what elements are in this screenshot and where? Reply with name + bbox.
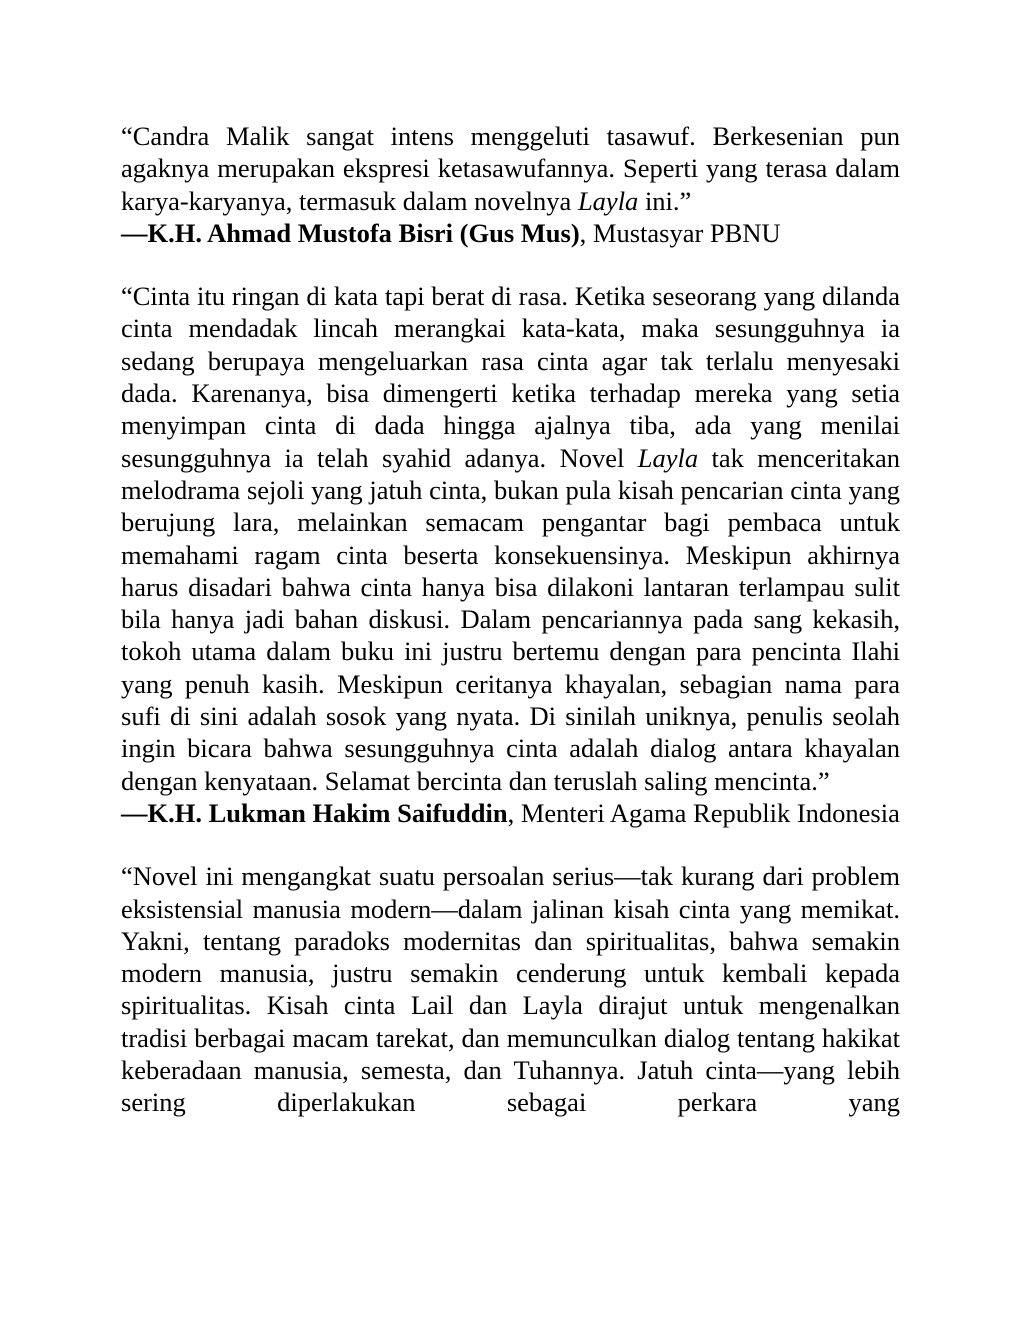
quote-2-author: —K.H. Lukman Hakim Saifuddin xyxy=(121,797,508,828)
quote-2-role: , Menteri Agama Republik Indonesia xyxy=(507,797,900,828)
quote-2-text-after: tak menceritakan melodrama sejoli yang jatuh cinta, bukan pula kisah pencarian cinta yang berujung lara, melainkan semacam pengantar bagi pembaca untuk memahami ragam cinta beserta konsekuensinya. Meskipun akhirnya harus disadari bahwa cinta hanya bisa dilakoni lantaran terlampau sulit bila hanya jadi bahan diskusi. Dalam pencariannya pada sang kekasih, tokoh utama dalam buku ini justru bertemu dengan para pencinta Ilahi yang penuh kasih. Meskipun ceritanya khayalan, sebagian nama para sufi di sini adalah sosok yang nyata. Di sinilah uniknya, penulis seolah ingin bicara bahwa sesungguhnya cinta adalah dialog antara khayalan dengan kenyataan. Selamat bercinta dan teruslah saling mencinta.” xyxy=(121,442,900,796)
quote-1-text xyxy=(121,120,900,217)
quote-2-book-title: Layla xyxy=(637,442,699,473)
endorsements xyxy=(121,120,900,1119)
quote-1-attribution xyxy=(121,217,900,249)
quote-2-text xyxy=(121,280,900,797)
quote-2-text-before: “Cinta itu ringan di kata tapi berat di rasa. Ketika seseorang yang dilanda cinta mendadak lincah merangkai kata-kata, maka sesungguhnya ia sedang berupaya mengeluarkan rasa cinta agar tak terlalu menyesaki dada. Karenanya, bisa dimengerti ketika terhadap mereka yang setia menyimpan cinta di dada hingga ajalnya tiba, ada yang menilai sesungguhnya ia telah syahid adanya. Novel xyxy=(121,281,900,473)
quote-1-author: —K.H. Ahmad Mustofa Bisri (Gus Mus) xyxy=(121,217,580,248)
paragraph-gap xyxy=(121,249,900,280)
quote-3-text: “Novel ini mengangkat suatu persoalan serius—tak kurang dari problem eksistensial manusia modern—dalam jalinan kisah cinta yang memikat. Yakni, tentang paradoks modernitas dan spiritualitas, bahwa semakin modern manusia, justru semakin cenderung untuk kembali kepada spiritualitas. Kisah cinta Lail dan Layla dirajut untuk mengenalkan tradisi berbagai macam tarekat, dan memunculkan dialog tentang hakikat keberadaan manusia, semesta, dan Tuhannya. Jatuh cinta—yang lebih sering diperlakukan sebagai perkara yang xyxy=(121,861,900,1118)
quote-2-attribution xyxy=(121,797,900,829)
paragraph-gap xyxy=(121,829,900,860)
quote-1-text-before: “Candra Malik sangat intens menggeluti tasawuf. Berkesenian pun agaknya merupakan ekspresi ketasawufannya. Seperti yang terasa dalam karya-karyanya, termasuk dalam novelnya xyxy=(121,121,900,216)
quote-1-book-title: Layla xyxy=(577,185,639,216)
quote-1-role: , Mustasyar PBNU xyxy=(579,217,781,248)
quote-1-text-after: ini.” xyxy=(638,185,692,216)
